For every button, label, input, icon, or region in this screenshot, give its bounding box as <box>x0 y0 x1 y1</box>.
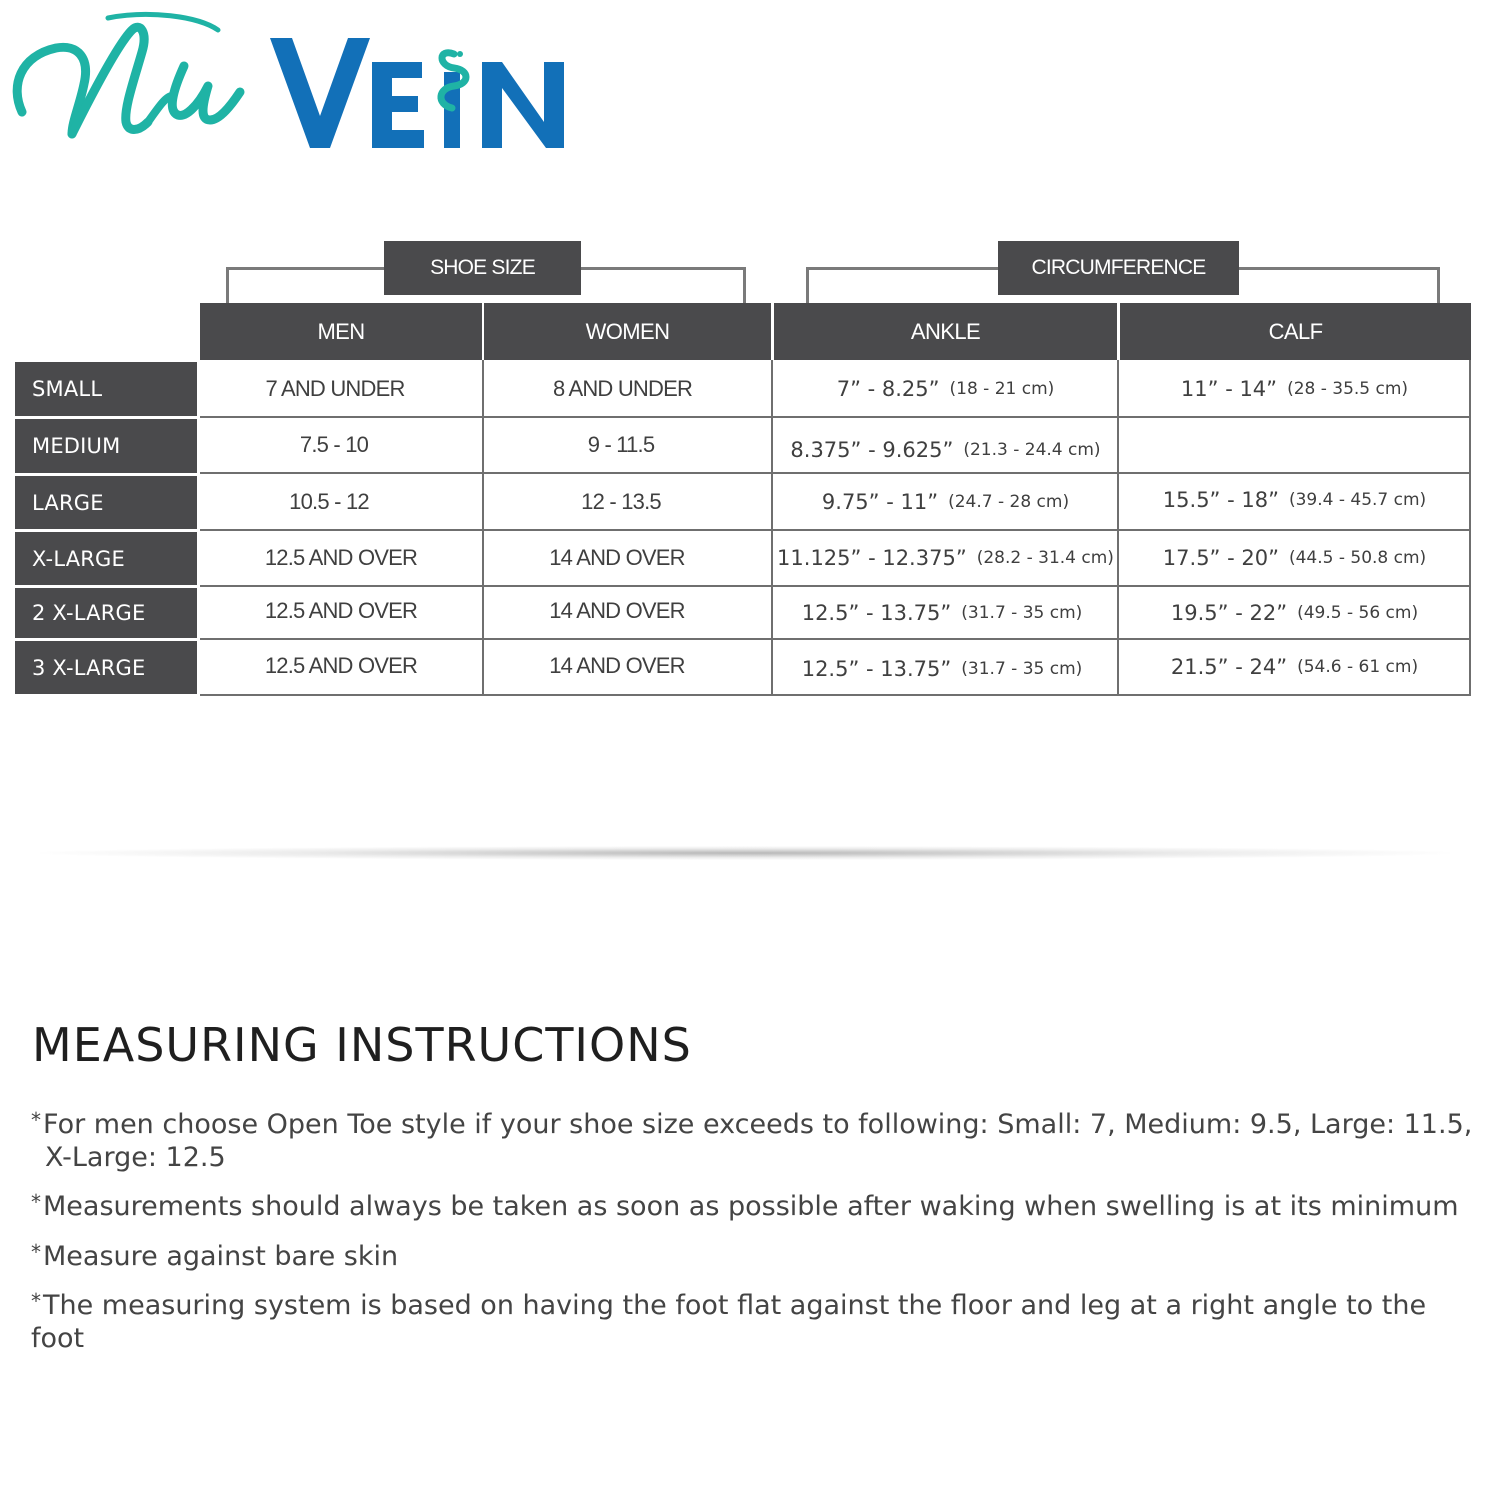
ankle-cm: (21.3 - 24.4 cm) <box>963 440 1101 460</box>
cell-men-x-large: 12.5 AND OVER <box>264 545 418 570</box>
cell-ankle-medium <box>774 423 1117 477</box>
note-marker: * <box>31 1190 41 1214</box>
cell-ankle-large <box>774 474 1117 529</box>
row-header-small: SMALL <box>15 362 197 416</box>
ankle-inches: 8.375” - 9.625” <box>790 438 954 462</box>
cell-men-2x-large: 12.5 AND OVER <box>264 598 418 623</box>
calf-inches: 17.5” - 20” <box>1162 546 1279 570</box>
cell-ankle-x-large <box>774 531 1117 585</box>
note-text: The measuring system is based on having the foot flat against the floor and leg at a right angle to the foot <box>31 1290 1427 1354</box>
instruction-note <box>31 1285 1461 1355</box>
cell-calf-2x-large <box>1120 587 1469 639</box>
column-divider <box>771 360 773 696</box>
cell-women-small: 8 AND UNDER <box>552 376 693 401</box>
cell-ankle-3x-large <box>774 643 1110 695</box>
ankle-cm: (31.7 - 35 cm) <box>961 603 1083 623</box>
ankle-inches: 7” - 8.25” <box>836 377 940 401</box>
column-header-ankle: ANKLE <box>774 303 1117 360</box>
row-header-medium: MEDIUM <box>15 419 197 473</box>
column-header-calf: CALF <box>1120 303 1471 360</box>
note-text: Measure against bare skin <box>43 1241 399 1272</box>
calf-inches: 19.5” - 22” <box>1170 601 1288 625</box>
brand-logo <box>8 4 568 154</box>
cell-men-small: 7 AND UNDER <box>265 376 405 401</box>
column-divider <box>1117 360 1119 696</box>
ankle-inches: 9.75” - 11” <box>821 489 939 514</box>
note-marker: * <box>31 1240 41 1264</box>
column-header-women: WOMEN <box>484 303 771 360</box>
row-header-2x-large: 2 X-LARGE <box>15 588 197 638</box>
section-divider <box>40 846 1450 860</box>
calf-cm: (54.6 - 61 cm) <box>1297 657 1419 677</box>
group-label-circumference: CIRCUMFERENCE <box>998 241 1239 295</box>
cell-calf-medium <box>1120 418 1469 472</box>
note-marker: * <box>31 1108 41 1132</box>
calf-inches: 21.5” - 24” <box>1170 655 1288 679</box>
note-text: For men choose Open Toe style if your shoe size exceeds to following: Small: 7, Medium: 9.5, Large: 11.5, X-Large: 12.5 <box>43 1109 1473 1173</box>
instruction-note <box>31 1186 1461 1223</box>
calf-inches: 11” - 14” <box>1180 377 1278 401</box>
cell-women-3x-large: 14 AND OVER <box>549 653 685 678</box>
cell-women-x-large: 14 AND OVER <box>549 545 685 570</box>
calf-cm: (28 - 35.5 cm) <box>1287 379 1409 399</box>
ankle-cm: (28.2 - 31.4 cm) <box>976 548 1114 568</box>
cell-calf-large <box>1120 472 1469 527</box>
cell-women-medium: 9 - 11.5 <box>587 432 655 457</box>
instructions-title: MEASURING INSTRUCTIONS <box>32 1018 692 1072</box>
logo-script-nu <box>17 14 240 134</box>
note-text: Measurements should always be taken as soon as possible after waking when swelling is at its minimum <box>43 1191 1459 1222</box>
ankle-inches: 12.5” - 13.75” <box>801 657 952 681</box>
cell-ankle-small <box>774 362 1117 416</box>
ankle-cm: (18 - 21 cm) <box>949 379 1055 399</box>
ankle-inches: 11.125” - 12.375” <box>777 546 967 570</box>
cell-women-large: 12 - 13.5 <box>581 488 661 514</box>
cell-calf-x-large <box>1120 531 1469 585</box>
ankle-cm: (31.7 - 35 cm) <box>961 659 1083 679</box>
column-header-men: MEN <box>200 303 482 360</box>
cell-men-medium: 7.5 - 10 <box>299 432 369 457</box>
instruction-note <box>31 1236 1461 1273</box>
row-header-large: LARGE <box>15 476 197 529</box>
row-header-x-large: X-LARGE <box>15 532 197 585</box>
cell-men-3x-large: 12.5 AND OVER <box>264 653 418 678</box>
group-label-shoe-size: SHOE SIZE <box>384 241 581 295</box>
note-marker: * <box>31 1289 41 1313</box>
ankle-inches: 12.5” - 13.75” <box>801 601 952 625</box>
cell-calf-3x-large <box>1120 641 1469 693</box>
calf-cm: (44.5 - 50.8 cm) <box>1288 548 1427 568</box>
row-header-3x-large: 3 X-LARGE <box>15 641 197 694</box>
cell-men-large: 10.5 - 12 <box>289 488 369 514</box>
calf-cm: (39.4 - 45.7 cm) <box>1288 489 1427 510</box>
column-divider <box>1469 360 1471 696</box>
cell-ankle-2x-large <box>774 587 1110 639</box>
calf-inches: 15.5” - 18” <box>1162 487 1279 512</box>
calf-cm: (49.5 - 56 cm) <box>1297 603 1419 623</box>
instruction-note <box>31 1104 1475 1174</box>
ankle-cm: (24.7 - 28 cm) <box>948 491 1070 512</box>
cell-women-2x-large: 14 AND OVER <box>549 598 685 623</box>
logo-block-vein <box>270 38 564 148</box>
cell-calf-small <box>1120 362 1469 416</box>
